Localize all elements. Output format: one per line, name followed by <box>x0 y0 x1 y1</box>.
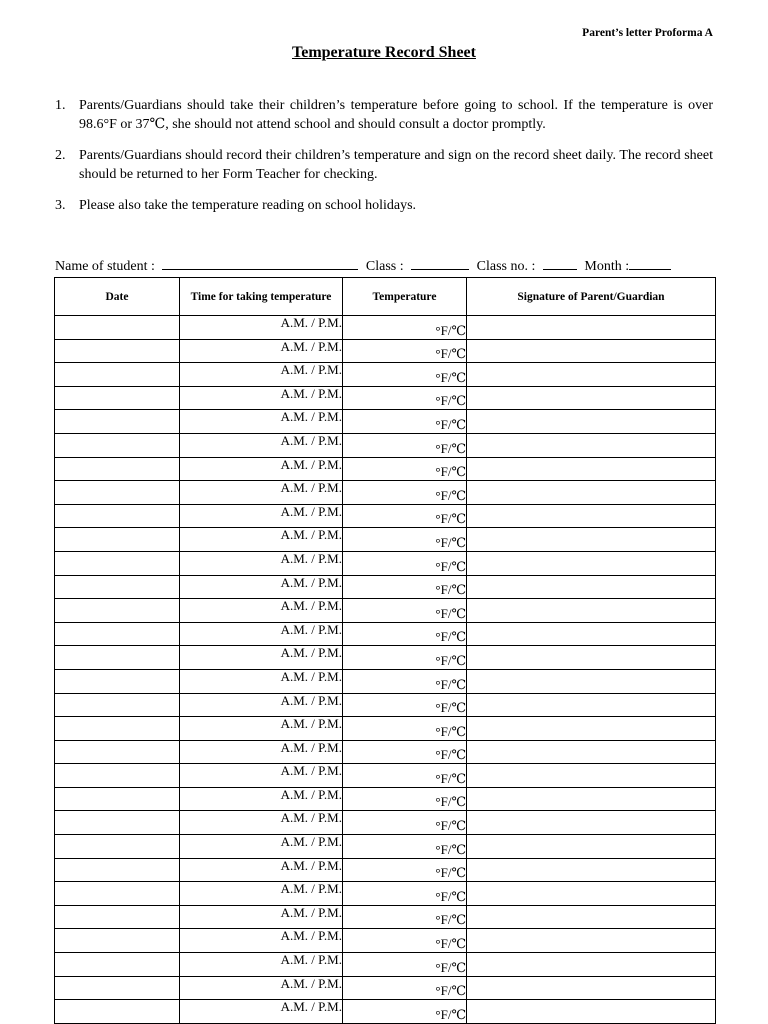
date-cell[interactable] <box>55 646 180 670</box>
time-cell[interactable]: A.M. / P.M. <box>180 363 343 387</box>
month-field[interactable] <box>629 255 671 270</box>
temperature-cell[interactable]: °F/℃ <box>343 433 467 457</box>
table-row <box>55 528 716 552</box>
date-cell[interactable] <box>55 457 180 481</box>
temperature-cell[interactable]: °F/℃ <box>343 316 467 340</box>
signature-cell[interactable] <box>467 669 716 693</box>
temperature-cell[interactable]: °F/℃ <box>343 669 467 693</box>
table-row <box>55 504 716 528</box>
signature-cell[interactable] <box>467 905 716 929</box>
table-row <box>55 811 716 835</box>
signature-cell[interactable] <box>467 1000 716 1024</box>
class-field[interactable] <box>411 255 469 270</box>
temperature-cell[interactable]: °F/℃ <box>343 386 467 410</box>
date-cell[interactable] <box>55 551 180 575</box>
signature-cell[interactable] <box>467 575 716 599</box>
header-temperature: Temperature <box>343 278 467 316</box>
temperature-cell[interactable]: °F/℃ <box>343 740 467 764</box>
student-info-line <box>55 255 715 275</box>
table-row <box>55 953 716 977</box>
temperature-cell[interactable]: °F/℃ <box>343 1000 467 1024</box>
date-cell[interactable] <box>55 882 180 906</box>
table-row <box>55 599 716 623</box>
date-cell[interactable] <box>55 481 180 505</box>
instruction-item <box>55 196 713 215</box>
table-row <box>55 764 716 788</box>
signature-cell[interactable] <box>467 882 716 906</box>
time-cell[interactable]: A.M. / P.M. <box>180 811 343 835</box>
signature-cell[interactable] <box>467 835 716 859</box>
date-cell[interactable] <box>55 787 180 811</box>
time-cell[interactable]: A.M. / P.M. <box>180 386 343 410</box>
temperature-cell[interactable]: °F/℃ <box>343 551 467 575</box>
page-title: Temperature Record Sheet <box>292 44 476 61</box>
table-row <box>55 835 716 859</box>
signature-cell[interactable] <box>467 764 716 788</box>
class-label: Class : <box>365 259 404 274</box>
date-cell[interactable] <box>55 764 180 788</box>
signature-cell[interactable] <box>467 386 716 410</box>
date-cell[interactable] <box>55 905 180 929</box>
table-row <box>55 363 716 387</box>
temperature-cell[interactable]: °F/℃ <box>343 905 467 929</box>
temperature-cell[interactable]: °F/℃ <box>343 457 467 481</box>
temperature-cell[interactable]: °F/℃ <box>343 622 467 646</box>
class-no-field[interactable] <box>543 255 577 270</box>
table-row <box>55 1000 716 1024</box>
table-row <box>55 669 716 693</box>
instruction-text: Parents/Guardians should record their children’s temperature and sign on the record sheet daily. The record sheet should be returned to her Form Teacher for checking. <box>79 148 713 182</box>
signature-cell[interactable] <box>467 622 716 646</box>
date-cell[interactable] <box>55 740 180 764</box>
table-row <box>55 622 716 646</box>
signature-cell[interactable] <box>467 740 716 764</box>
table-header-row <box>55 278 716 316</box>
time-cell[interactable]: A.M. / P.M. <box>180 457 343 481</box>
time-cell[interactable]: A.M. / P.M. <box>180 528 343 552</box>
signature-cell[interactable] <box>467 481 716 505</box>
table-row <box>55 882 716 906</box>
time-cell[interactable]: A.M. / P.M. <box>180 882 343 906</box>
instruction-number: 2. <box>55 148 66 163</box>
signature-cell[interactable] <box>467 858 716 882</box>
time-cell[interactable]: A.M. / P.M. <box>180 858 343 882</box>
time-cell[interactable]: A.M. / P.M. <box>180 787 343 811</box>
time-cell[interactable]: A.M. / P.M. <box>180 976 343 1000</box>
month-label: Month : <box>584 259 630 274</box>
table-row <box>55 575 716 599</box>
temperature-cell[interactable]: °F/℃ <box>343 363 467 387</box>
temperature-cell[interactable]: °F/℃ <box>343 528 467 552</box>
temperature-cell[interactable]: °F/℃ <box>343 976 467 1000</box>
time-cell[interactable]: A.M. / P.M. <box>180 339 343 363</box>
header-signature: Signature of Parent/Guardian <box>467 278 716 316</box>
time-cell[interactable]: A.M. / P.M. <box>180 646 343 670</box>
date-cell[interactable] <box>55 433 180 457</box>
signature-cell[interactable] <box>467 457 716 481</box>
time-cell[interactable]: A.M. / P.M. <box>180 1000 343 1024</box>
time-cell[interactable]: A.M. / P.M. <box>180 764 343 788</box>
signature-cell[interactable] <box>467 504 716 528</box>
header-date: Date <box>55 278 180 316</box>
signature-cell[interactable] <box>467 811 716 835</box>
time-cell[interactable]: A.M. / P.M. <box>180 622 343 646</box>
signature-cell[interactable] <box>467 953 716 977</box>
date-cell[interactable] <box>55 976 180 1000</box>
temperature-cell[interactable]: °F/℃ <box>343 646 467 670</box>
proforma-label: Parent’s letter Proforma A <box>582 27 713 39</box>
time-cell[interactable]: A.M. / P.M. <box>180 599 343 623</box>
signature-cell[interactable] <box>467 528 716 552</box>
signature-cell[interactable] <box>467 410 716 434</box>
table-row <box>55 693 716 717</box>
instruction-number: 3. <box>55 198 66 213</box>
date-cell[interactable] <box>55 339 180 363</box>
class-no-label: Class no. : <box>476 259 536 274</box>
signature-cell[interactable] <box>467 599 716 623</box>
table-row <box>55 551 716 575</box>
signature-cell[interactable] <box>467 551 716 575</box>
temperature-record-table <box>54 277 716 1024</box>
temperature-cell[interactable]: °F/℃ <box>343 764 467 788</box>
table-row <box>55 339 716 363</box>
temperature-cell[interactable]: °F/℃ <box>343 339 467 363</box>
table-row <box>55 410 716 434</box>
table-row <box>55 929 716 953</box>
temperature-cell[interactable]: °F/℃ <box>343 481 467 505</box>
date-cell[interactable] <box>55 929 180 953</box>
date-cell[interactable] <box>55 386 180 410</box>
temperature-cell[interactable]: °F/℃ <box>343 575 467 599</box>
signature-cell[interactable] <box>467 646 716 670</box>
temperature-cell[interactable]: °F/℃ <box>343 410 467 434</box>
signature-cell[interactable] <box>467 316 716 340</box>
temperature-cell[interactable]: °F/℃ <box>343 835 467 859</box>
date-cell[interactable] <box>55 410 180 434</box>
student-name-label: Name of student : <box>55 259 155 274</box>
signature-cell[interactable] <box>467 787 716 811</box>
table-row <box>55 717 716 741</box>
temperature-cell[interactable]: °F/℃ <box>343 953 467 977</box>
time-cell[interactable]: A.M. / P.M. <box>180 433 343 457</box>
temperature-cell[interactable]: °F/℃ <box>343 811 467 835</box>
date-cell[interactable] <box>55 316 180 340</box>
instruction-item <box>55 146 713 184</box>
table-row <box>55 316 716 340</box>
temperature-cell[interactable]: °F/℃ <box>343 858 467 882</box>
time-cell[interactable]: A.M. / P.M. <box>180 504 343 528</box>
date-cell[interactable] <box>55 1000 180 1024</box>
table-row <box>55 481 716 505</box>
header-time: Time for taking temperature <box>180 278 343 316</box>
temperature-cell[interactable]: °F/℃ <box>343 787 467 811</box>
instruction-text: Parents/Guardians should take their children’s temperature before going to school. If the temperature is over 98.6°F or 37℃, she should not attend school and should consult a doctor promptly. <box>79 98 713 132</box>
time-cell[interactable]: A.M. / P.M. <box>180 669 343 693</box>
time-cell[interactable]: A.M. / P.M. <box>180 740 343 764</box>
date-cell[interactable] <box>55 858 180 882</box>
date-cell[interactable] <box>55 575 180 599</box>
date-cell[interactable] <box>55 504 180 528</box>
time-cell[interactable]: A.M. / P.M. <box>180 693 343 717</box>
table-row <box>55 905 716 929</box>
table-row <box>55 386 716 410</box>
date-cell[interactable] <box>55 669 180 693</box>
temperature-cell[interactable]: °F/℃ <box>343 693 467 717</box>
time-cell[interactable]: A.M. / P.M. <box>180 905 343 929</box>
time-cell[interactable]: A.M. / P.M. <box>180 575 343 599</box>
signature-cell[interactable] <box>467 976 716 1000</box>
temperature-cell[interactable]: °F/℃ <box>343 882 467 906</box>
signature-cell[interactable] <box>467 929 716 953</box>
time-cell[interactable]: A.M. / P.M. <box>180 481 343 505</box>
instruction-item <box>55 96 713 134</box>
table-row <box>55 976 716 1000</box>
time-cell[interactable]: A.M. / P.M. <box>180 835 343 859</box>
date-cell[interactable] <box>55 953 180 977</box>
instruction-number: 1. <box>55 98 66 113</box>
date-cell[interactable] <box>55 835 180 859</box>
time-cell[interactable]: A.M. / P.M. <box>180 410 343 434</box>
time-cell[interactable]: A.M. / P.M. <box>180 929 343 953</box>
signature-cell[interactable] <box>467 693 716 717</box>
temperature-cell[interactable]: °F/℃ <box>343 717 467 741</box>
instructions-list <box>55 96 713 227</box>
time-cell[interactable]: A.M. / P.M. <box>180 953 343 977</box>
instruction-text: Please also take the temperature reading on school holidays. <box>79 198 417 213</box>
signature-cell[interactable] <box>467 717 716 741</box>
time-cell[interactable]: A.M. / P.M. <box>180 717 343 741</box>
date-cell[interactable] <box>55 717 180 741</box>
table-row <box>55 740 716 764</box>
temperature-cell[interactable]: °F/℃ <box>343 599 467 623</box>
signature-cell[interactable] <box>467 433 716 457</box>
time-cell[interactable]: A.M. / P.M. <box>180 316 343 340</box>
table-row <box>55 646 716 670</box>
date-cell[interactable] <box>55 693 180 717</box>
date-cell[interactable] <box>55 622 180 646</box>
table-row <box>55 433 716 457</box>
date-cell[interactable] <box>55 363 180 387</box>
time-cell[interactable]: A.M. / P.M. <box>180 551 343 575</box>
table-row <box>55 858 716 882</box>
date-cell[interactable] <box>55 599 180 623</box>
table-body <box>55 316 716 1024</box>
date-cell[interactable] <box>55 811 180 835</box>
student-name-field[interactable] <box>162 255 358 270</box>
date-cell[interactable] <box>55 528 180 552</box>
temperature-cell[interactable]: °F/℃ <box>343 504 467 528</box>
temperature-cell[interactable]: °F/℃ <box>343 929 467 953</box>
table-row <box>55 787 716 811</box>
signature-cell[interactable] <box>467 363 716 387</box>
signature-cell[interactable] <box>467 339 716 363</box>
table-row <box>55 457 716 481</box>
